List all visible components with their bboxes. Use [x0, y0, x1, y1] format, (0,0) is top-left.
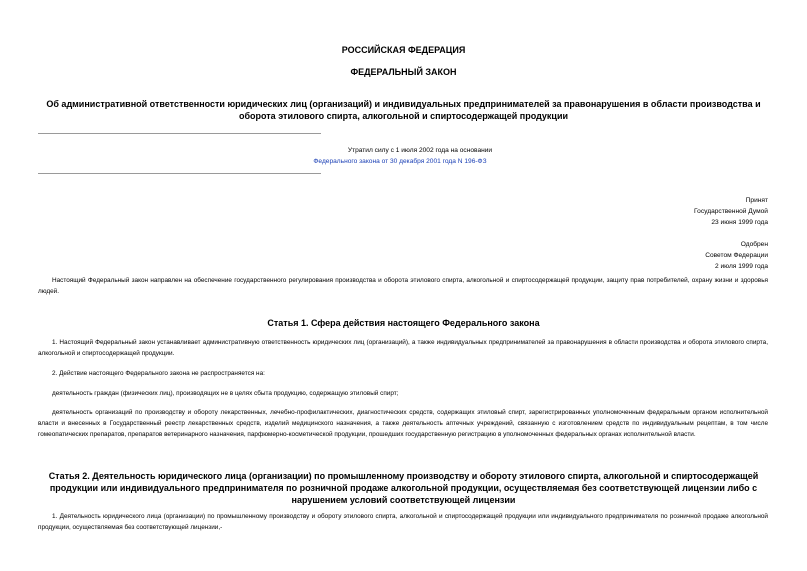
duma-label: Государственной Думой	[694, 208, 768, 215]
article-2-paragraph-1: 1. Деятельность юридического лица (организации) по промышленному производству и обороту этилового спирта, алкогольной и спиртосодержащей продукции или индивидуального предпринимателя по розничной продаже алкогольной продукции, осуществляемая без соответствующей лицензии,-	[38, 513, 768, 531]
article-2-heading-line-3: нарушением условий соответствующей лицензии	[291, 495, 516, 505]
adoption-block	[560, 195, 768, 272]
council-label: Советом Федерации	[705, 252, 768, 259]
article-1-paragraph-3: деятельность граждан (физических лиц), производящих не в целях сбыта продукцию, содержащую этиловый спирт;	[52, 390, 399, 397]
article-1-paragraph-4: деятельность организаций по производству и обороту лекарственных, лечебно-профилактических, диагностических средств, содержащих этиловый спирт, зарегистрированных уполномоченным федеральным органом исполнительной власти и внесенных в Государственный реестр лекарственных средств, изделий медицинского назначения, а также деятельность аптечных учреждений, связанную с изготовлением средств по индивидуальным рецептам, в том числе гомеопатических препаратов, препаратов ветеринарного назначения, парфюмерно-косметической продукции, прошедших государственную регистрацию в уполномоченных федеральных органах исполнительной власти.	[38, 409, 768, 438]
doc-type-heading: ФЕДЕРАЛЬНЫЙ ЗАКОН	[350, 67, 457, 77]
article-1-paragraph-1: 1. Настоящий Федеральный закон устанавливает административную ответственность юридических лиц (организаций), а также индивидуальных предпринимателей за правонарушения в области производства и оборота этилового спирта, алкогольной и спиртосодержащей продукции.	[38, 339, 768, 357]
preamble: Настоящий Федеральный закон направлен на обеспечение государственного регулирования производства и оборота этилового спирта, алкогольной и спиртосодержащей продукции, защиту прав потребителей, охрану жизни и здоровья людей.	[38, 277, 768, 295]
approved-label: Одобрен	[740, 241, 768, 248]
article-2-heading-line-1: Статья 2. Деятельность юридического лица (организации) по промышленному производству и обороту этилового спирта, алкогольной и спиртосодержащей	[48, 471, 759, 481]
accepted-label: Принят	[745, 197, 768, 204]
article-2-heading-line-2: продукции или индивидуального предпринимателя по розничной продаже алкогольной продукции, осуществляемая без соответствующей лицензии либо с	[49, 483, 758, 493]
article-1-paragraph-2: 2. Действие настоящего Федерального закона не распространяется на:	[52, 370, 265, 377]
status-note: Утратил силу с 1 июля 2002 года на основании	[347, 147, 493, 154]
duma-date: 23 июня 1999 года	[711, 219, 768, 226]
law-title-line-2: оборота этилового спирта, алкогольной и спиртосодержащей продукции	[238, 111, 569, 121]
article-1-heading: Статья 1. Сфера действия настоящего Федерального закона	[267, 318, 540, 328]
country-heading: РОССИЙСКАЯ ФЕДЕРАЦИЯ	[341, 45, 466, 55]
divider-top	[38, 133, 321, 134]
council-date: 2 июля 1999 года	[714, 263, 768, 270]
article-2-heading	[0, 470, 807, 506]
law-title-line-1: Об административной ответственности юридических лиц (организаций) и индивидуальных предпринимателей за правонарушения в области производства и	[46, 99, 761, 109]
repeal-law-link[interactable]: Федерального закона от 30 декабря 2001 года N 196-ФЗ	[313, 158, 487, 165]
divider-bottom	[38, 173, 321, 174]
law-title	[0, 98, 807, 122]
